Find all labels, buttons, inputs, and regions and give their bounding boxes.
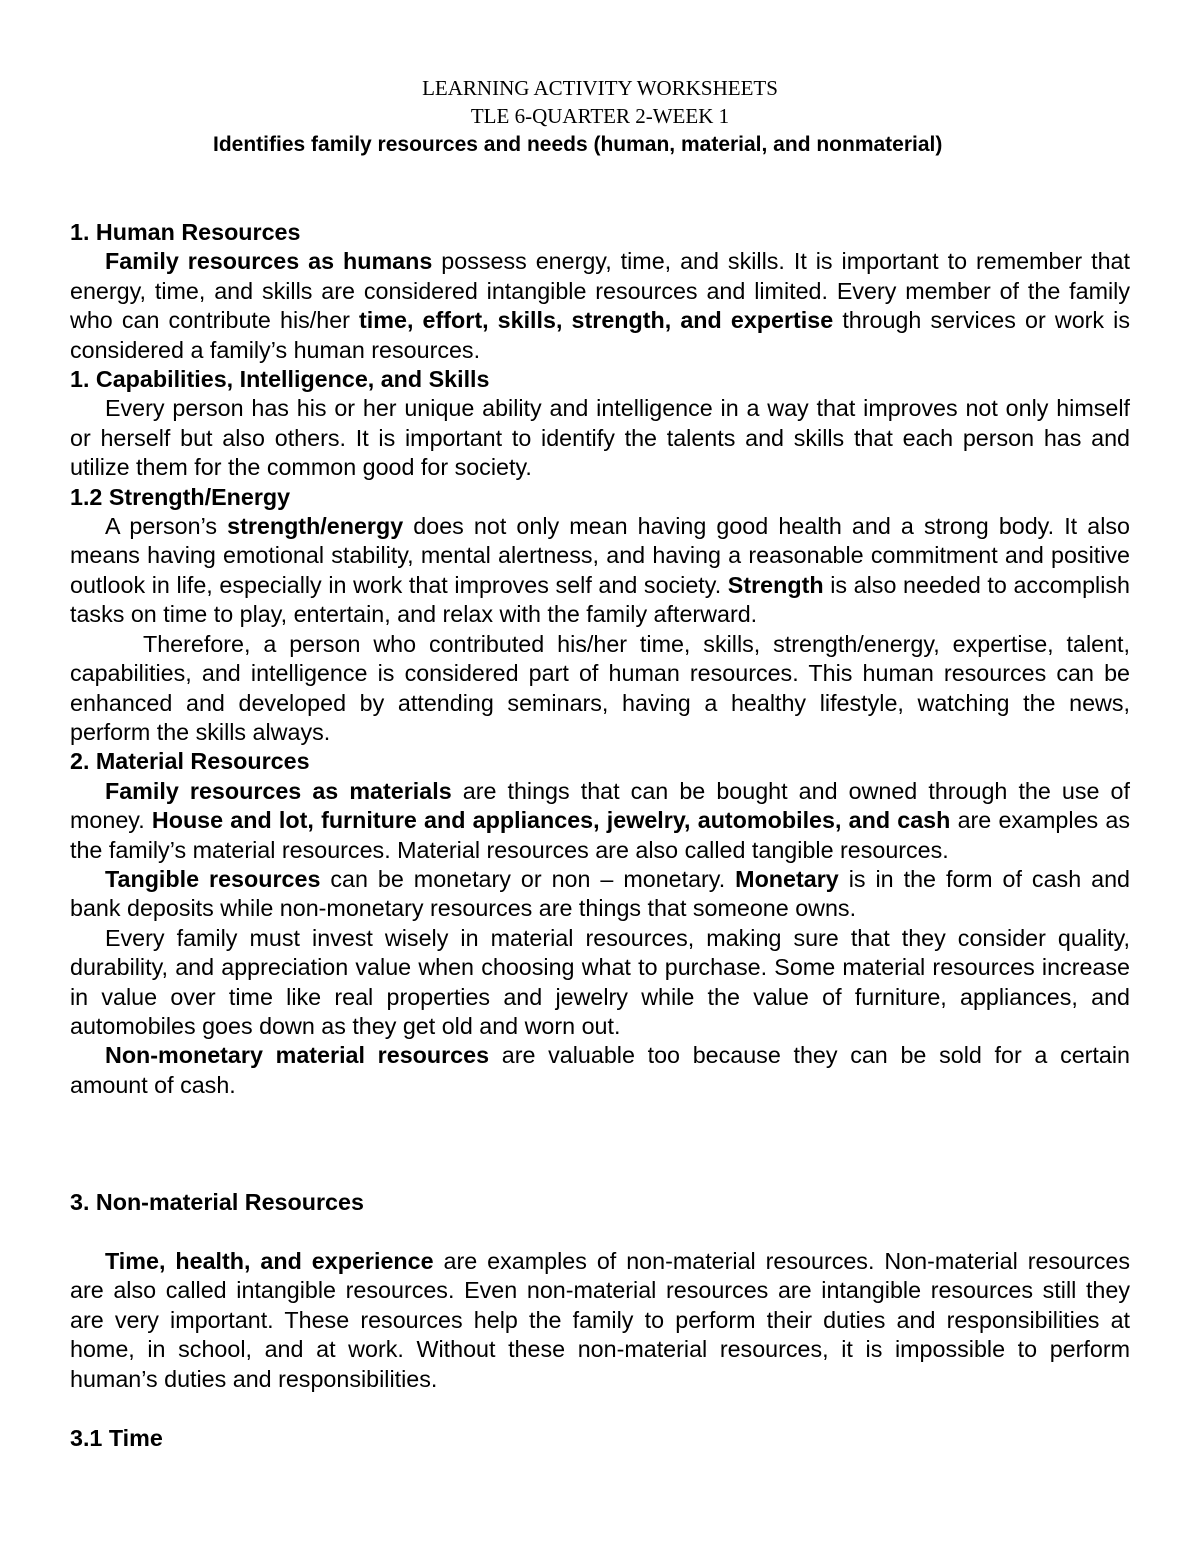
strength-text-2: does not only mean having good health and a strong body. It also means having emotional stability, mental alertness, and having a reasonable commitment and positive outlook in life, especially in work that improves self and society.: [70, 513, 1130, 598]
capabilities-paragraph: Every person has his or her unique ability and intelligence in a way that improves not only himself or herself but also others. It is important to identify the talents and skills that each person has and utilize them for the common good for society.: [70, 395, 1130, 481]
tangible-term: Tangible resources: [105, 865, 321, 892]
material-text-1: are things that can be bought and owned through the use of money.: [70, 777, 1130, 834]
human-paragraph: [70, 247, 1130, 365]
nonmaterial-term: Time, health, and experience: [105, 1248, 434, 1274]
strength-term-2: Strength: [727, 571, 824, 598]
worksheet-objective: Identifies family resources and needs (human, material, and nonmaterial): [213, 133, 943, 156]
strength-term: strength/energy: [227, 513, 404, 540]
subsection-heading-time: 3.1 Time: [70, 1425, 163, 1451]
strength-text-1: A person’s: [105, 513, 228, 540]
material-paragraph-3: Every family must invest wisely in material resources, making sure that they consider quality, durability, and appreciation value when choosing what to purchase. Some material resources increase in value over time like real properties and jewelry while the value of furniture, appliances, and automobiles goes down as they get old and worn out.: [70, 924, 1130, 1039]
subsection-heading-strength: 1.2 Strength/Energy: [70, 483, 291, 510]
strength-paragraph: [70, 512, 1130, 630]
material-text-2: are examples as the family’s material resources. Material resources are also called tangible resources.: [70, 807, 1130, 863]
material-term: Family resources as materials: [105, 777, 452, 804]
material-paragraph-2: [70, 865, 1130, 924]
nonmaterial-paragraph-block: [70, 1247, 1130, 1394]
human-text-1: possess energy, time, and skills. It is important to remember that energy, time, and skills are considered intangible resources and limited. Every member of the family who can contribute his/her: [70, 248, 1130, 334]
worksheet-subtitle: TLE 6-QUARTER 2-WEEK 1: [470, 104, 730, 128]
human-text-2: through services or work is considered a family’s human resources.: [70, 307, 1131, 363]
material-paragraph-4: [70, 1041, 1130, 1100]
non-monetary-term: Non-monetary material resources: [105, 1042, 490, 1069]
subsection-heading-capabilities: 1. Capabilities, Intelligence, and Skills: [70, 366, 490, 393]
section-heading-human: 1. Human Resources: [70, 219, 301, 245]
human-attributes: time, effort, skills, strength, and expertise: [359, 307, 834, 334]
worksheet-title: LEARNING ACTIVITY WORKSHEETS: [422, 76, 778, 100]
human-term: Family resources as humans: [105, 248, 433, 275]
section-heading-nonmaterial: 3. Non-material Resources: [70, 1189, 364, 1215]
material-paragraph-1: [70, 777, 1130, 865]
material-examples: House and lot, furniture and appliances, jewelry, automobiles, and cash: [151, 807, 951, 834]
non-monetary-text: are valuable too because they can be sold for a certain amount of cash.: [70, 1042, 1130, 1098]
time-heading-block: [70, 1424, 1130, 1453]
strength-text-3: is also needed to accomplish tasks on time to play, entertain, and relax with the family afterward.: [70, 571, 1130, 628]
section-heading-material: 2. Material Resources: [70, 748, 310, 775]
main-body: [70, 218, 1130, 1100]
monetary-term: Monetary: [735, 865, 839, 892]
nonmaterial-paragraph: [70, 1247, 1130, 1394]
nonmaterial-block: [70, 1188, 1130, 1217]
human-summary-paragraph: Therefore, a person who contributed his/her time, skills, strength/energy, expertise, talent, capabilities, and intelligence is considered part of human resources. This human resources can be enhanced and developed by attending seminars, having a healthy lifestyle, watching the news, perform the skills always.: [70, 630, 1130, 745]
tangible-text-1: can be monetary or non – monetary.: [320, 865, 736, 892]
tangible-text-2: is in the form of cash and bank deposits while non-monetary resources are things that someone owns.: [70, 865, 1130, 922]
nonmaterial-text: are examples of non-material resources. Non-material resources are also called intangible resources. Even non-material resources are intangible resources still they are very important. These resources help the family to perform their duties and responsibilities at home, in school, and at work. Without these non-material resources, it is impossible to perform human’s duties and responsibilities.: [70, 1248, 1130, 1392]
